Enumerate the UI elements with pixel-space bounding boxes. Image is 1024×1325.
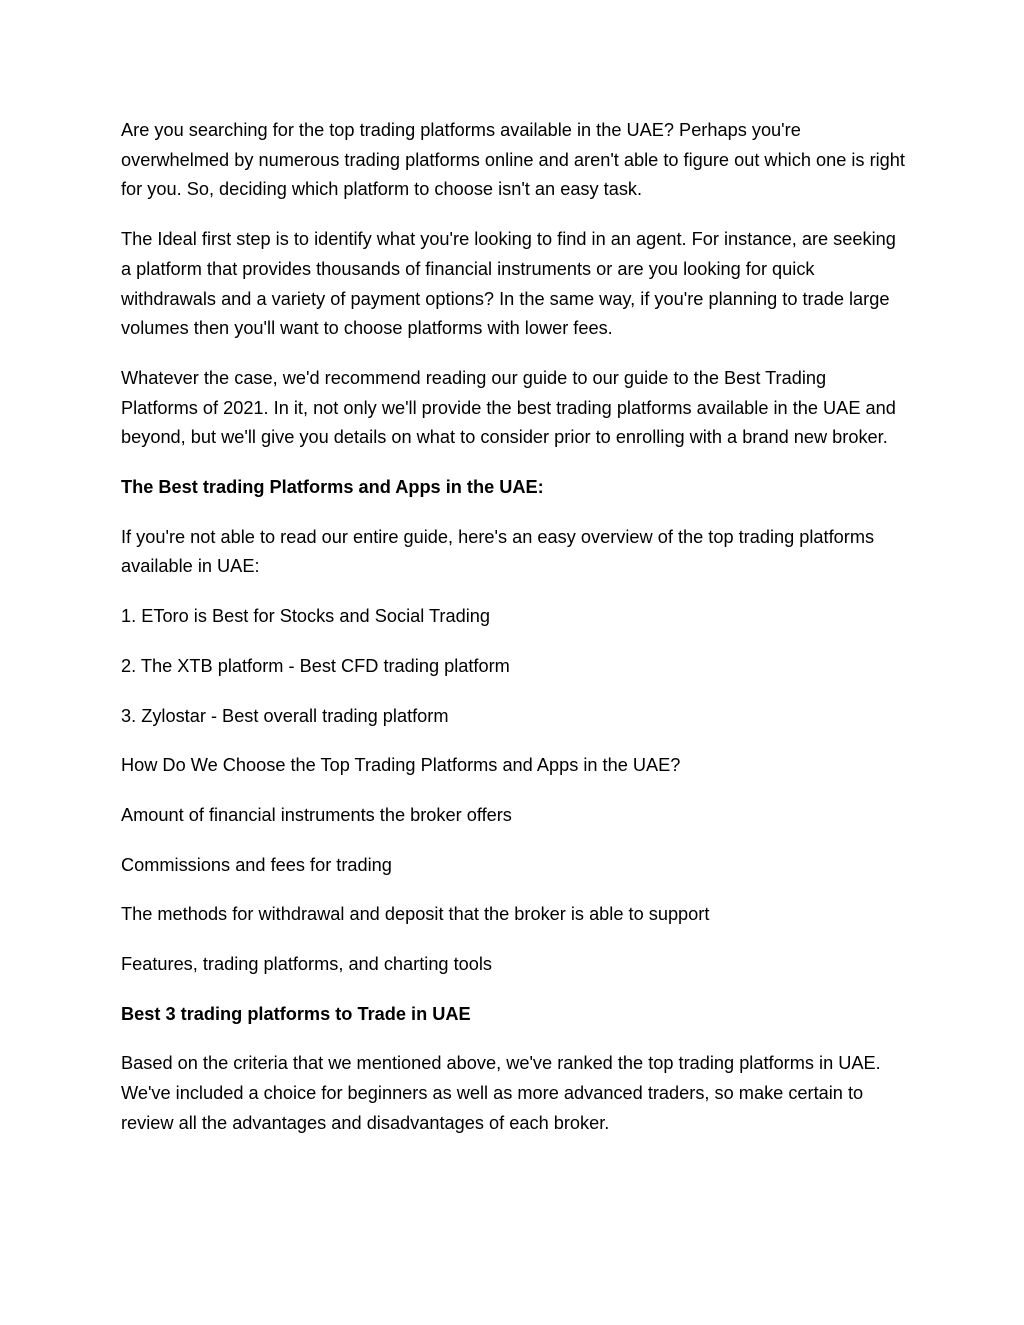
- list-item-etoro: 1. EToro is Best for Stocks and Social Trading: [121, 606, 490, 627]
- recommendation-paragraph: Whatever the case, we'd recommend reading our guide to our guide to the Best Trading Platforms of 2021. In it, not only we'll provide the best trading platforms available in the UAE and beyond, but we'll give you details on what to consider prior to enrolling with a brand new broker.: [121, 367, 896, 448]
- section-heading-best-platforms: The Best trading Platforms and Apps in the UAE:: [121, 477, 544, 498]
- criteria-features: Features, trading platforms, and charting tools: [121, 954, 493, 975]
- ranking-paragraph: Based on the criteria that we mentioned above, we've ranked the top trading platforms in UAE. We've included a choice for beginners as well as more advanced traders, so make certain to review all the advantages and disadvantages of each broker.: [121, 1053, 881, 1133]
- criteria-question: How Do We Choose the Top Trading Platforms and Apps in the UAE?: [121, 755, 681, 776]
- section-heading-best-3: Best 3 trading platforms to Trade in UAE: [121, 1003, 471, 1024]
- first-step-paragraph: The Ideal first step is to identify what you're looking to find in an agent. For instance, are seeking a platform that provides thousands of financial instruments or are you looking for quick withdrawals and a variety of payment options? In the same way, if you're planning to trade large volumes then you'll want to choose platforms with lower fees.: [121, 229, 896, 339]
- overview-paragraph: If you're not able to read our entire guide, here's an easy overview of the top trading platforms available in UAE:: [121, 526, 875, 577]
- list-item-zylostar: 3. Zylostar - Best overall trading platform: [121, 705, 449, 726]
- document-body: [121, 116, 907, 1159]
- criteria-payment-methods: The methods for withdrawal and deposit that the broker is able to support: [121, 904, 710, 925]
- criteria-instruments: Amount of financial instruments the broker offers: [121, 804, 512, 825]
- list-item-xtb: 2. The XTB platform - Best CFD trading platform: [121, 655, 510, 676]
- intro-paragraph: Are you searching for the top trading platforms available in the UAE? Perhaps you're overwhelmed by numerous trading platforms online and aren't able to figure out which one is right for you. So, deciding which platform to choose isn't an easy task.: [121, 120, 905, 200]
- criteria-fees: Commissions and fees for trading: [121, 854, 392, 875]
